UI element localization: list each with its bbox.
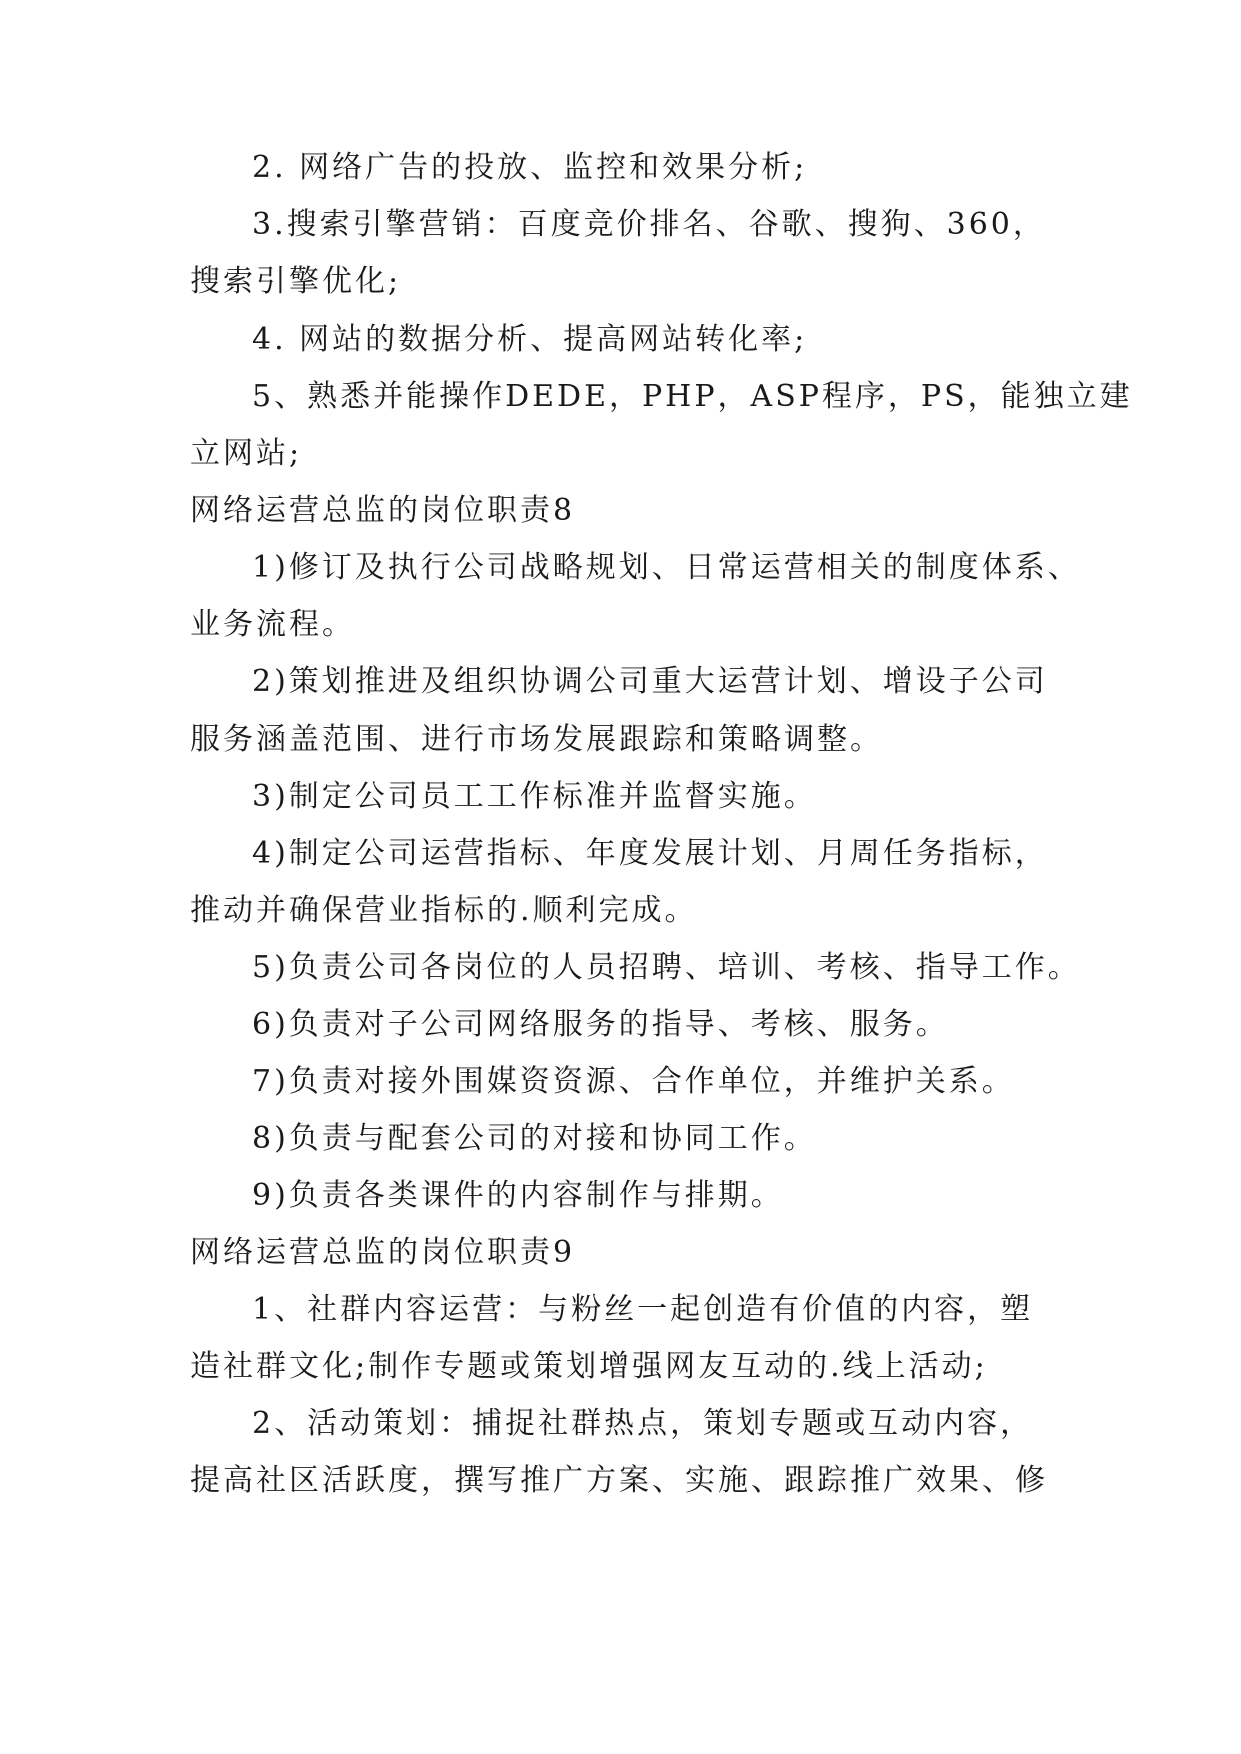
- section-heading: 网络运营总监的岗位职责9: [190, 1235, 576, 1270]
- text-line: 1、社群内容运营：与粉丝一起创造有价值的内容，塑: [252, 1292, 1034, 1327]
- text-line: 2、活动策划：捕捉社群热点，策划专题或互动内容，: [252, 1406, 1034, 1441]
- text-line: 7)负责对接外围媒资资源、合作单位，并维护关系。: [252, 1064, 1015, 1099]
- text-line: 立网站;: [190, 436, 303, 471]
- text-line: 1)修订及执行公司战略规划、日常运营相关的制度体系、: [252, 550, 1081, 585]
- text-line: 业务流程。: [190, 607, 355, 642]
- text-line: 推动并确保营业指标的.顺利完成。: [190, 893, 698, 928]
- text-line: 4)制定公司运营指标、年度发展计划、月周任务指标，: [252, 836, 1048, 871]
- text-line: 3)制定公司员工工作标准并监督实施。: [252, 779, 817, 814]
- text-line: 提高社区活跃度，撰写推广方案、实施、跟踪推广效果、修: [190, 1463, 1048, 1498]
- text-line: 5、熟悉并能操作DEDE，PHP，ASP程序，PS，能独立建: [252, 379, 1133, 414]
- text-line: 5)负责公司各岗位的人员招聘、培训、考核、指导工作。: [252, 950, 1081, 985]
- text-line: 服务涵盖范围、进行市场发展跟踪和策略调整。: [190, 722, 883, 757]
- text-line: 搜索引擎优化;: [190, 264, 402, 299]
- text-line: 3.搜索引擎营销：百度竞价排名、谷歌、搜狗、360，: [252, 207, 1046, 242]
- text-line: 2)策划推进及组织协调公司重大运营计划、增设子公司: [252, 664, 1048, 699]
- text-line: 9)负责各类课件的内容制作与排期。: [252, 1178, 784, 1213]
- text-line: 4. 网站的数据分析、提高网站转化率;: [252, 322, 808, 357]
- text-line: 6)负责对子公司网络服务的指导、考核、服务。: [252, 1007, 949, 1042]
- text-line: 8)负责与配套公司的对接和协同工作。: [252, 1121, 817, 1156]
- text-line: 2. 网络广告的投放、监控和效果分析;: [252, 150, 808, 185]
- text-line: 造社群文化;制作专题或策划增强网友互动的.线上活动;: [190, 1349, 988, 1384]
- section-heading: 网络运营总监的岗位职责8: [190, 493, 576, 528]
